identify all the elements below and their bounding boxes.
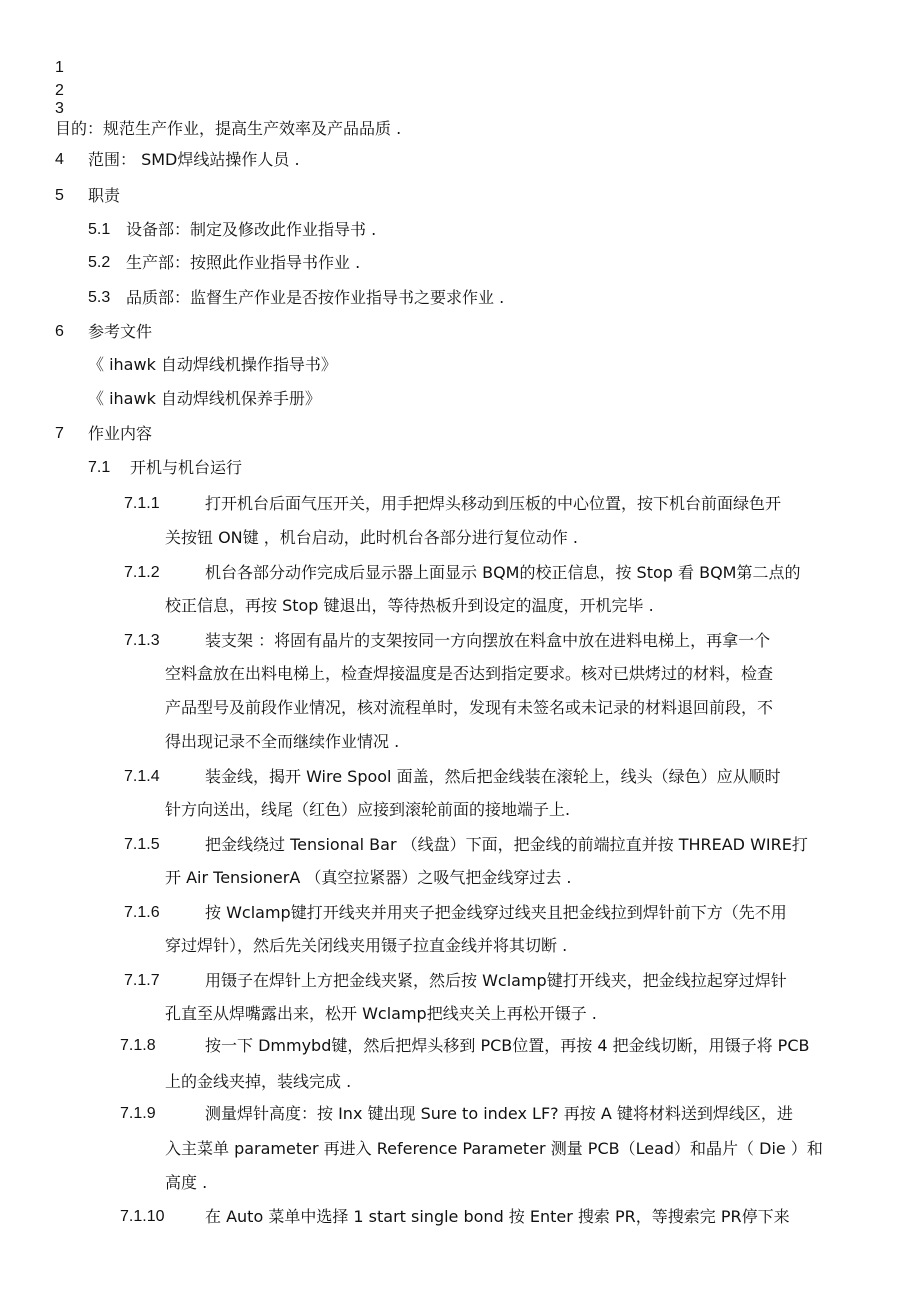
step-text: 孔直至从焊嘴露出来，松开 Wclamp把线夹关上再松开镊子 . [165, 1004, 597, 1023]
step-text: 把金线绕过 Tensional Bar （线盘）下面，把金线的前端拉直并按 THREAD WIRE打 [205, 835, 808, 854]
subsection-number: 5.3 [88, 289, 111, 306]
step-number: 7.1.1 [124, 495, 160, 512]
purpose-text: 目的：规范生产作业，提高生产效率及产品品质 . [55, 119, 402, 138]
section-title: 作业内容 [88, 424, 153, 443]
step-text: 在 Auto 菜单中选择 1 start single bond 按 Enter 搜索 PR，等搜索完 PR停下来 [205, 1207, 790, 1226]
step-number: 7.1.6 [124, 904, 160, 921]
step-number: 7.1.10 [120, 1208, 165, 1225]
section-title: 参考文件 [88, 322, 153, 341]
step-text: 按一下 Dmmybd键，然后把焊头移到 PCB位置，再按 4 把金线切断，用镊子将 PCB [205, 1036, 810, 1055]
step-number: 7.1.4 [124, 768, 160, 785]
subsection-number: 5.1 [88, 221, 111, 238]
step-text: 装支架 ：将固有晶片的支架按同一方向摆放在料盒中放在进料电梯上，再拿一个 [205, 631, 771, 650]
duty-text: 品质部：监督生产作业是否按作业指导书之要求作业 . [126, 288, 505, 307]
reference-item: 《 ihawk 自动焊线机操作指导书》 [88, 355, 337, 374]
section-number: 4 [55, 151, 64, 168]
subsection-title: 开机与机台运行 [130, 458, 243, 477]
step-text: 按 Wclamp键打开线夹并用夹子把金线穿过线夹且把金线拉到焊针前下方（先不用 [205, 903, 787, 922]
scope-text: 范围： SMD焊线站操作人员 . [88, 150, 300, 169]
step-number: 7.1.7 [124, 972, 160, 989]
step-text: 高度 . [165, 1173, 208, 1192]
step-number: 7.1.5 [124, 836, 160, 853]
section-number: 6 [55, 323, 64, 340]
section-number: 7 [55, 425, 64, 442]
section-number: 5 [55, 187, 64, 204]
step-text: 上的金线夹掉，装线完成 . [165, 1072, 352, 1091]
duty-text: 生产部：按照此作业指导书作业 . [126, 253, 361, 272]
step-text: 入主菜单 parameter 再进入 Reference Parameter 测量 PCB（Lead）和晶片（ Die ）和 [165, 1139, 823, 1158]
step-text: 装金线，揭开 Wire Spool 面盖，然后把金线装在滚轮上，线头（绿色）应从顺时 [205, 767, 781, 786]
step-number: 7.1.8 [120, 1037, 156, 1054]
step-number: 7.1.3 [124, 632, 160, 649]
step-text: 开 Air TensionerA （真空拉紧器）之吸气把金线穿过去 . [165, 868, 572, 887]
step-text: 打开机台后面气压开关，用手把焊头移动到压板的中心位置，按下机台前面绿色开 [205, 494, 782, 513]
duty-text: 设备部：制定及修改此作业指导书 . [126, 220, 377, 239]
step-text: 空料盒放在出料电梯上，检查焊接温度是否达到指定要求。核对已烘烤过的材料，检查 [165, 664, 774, 683]
step-text: 机台各部分动作完成后显示器上面显示 BQM的校正信息，按 Stop 看 BQM第二点的 [205, 563, 801, 582]
step-text: 用镊子在焊针上方把金线夹紧，然后按 Wclamp键打开线夹，把金线拉起穿过焊针 [205, 971, 787, 990]
list-number: 1 [55, 59, 64, 76]
step-text: 测量焊针高度：按 Inx 键出现 Sure to index LF? 再按 A 键将材料送到焊线区，进 [205, 1104, 793, 1123]
step-text: 针方向送出，线尾（红色）应接到滚轮前面的接地端子上. [165, 800, 571, 819]
step-text: 产品型号及前段作业情况，核对流程单时，发现有未签名或未记录的材料退回前段，不 [165, 698, 774, 717]
list-number: 3 [55, 100, 64, 117]
section-title: 职责 [88, 186, 121, 205]
subsection-number: 7.1 [88, 459, 111, 476]
step-text: 关按钮 ON键 ，机台启动，此时机台各部分进行复位动作 . [165, 528, 578, 547]
step-text: 校正信息，再按 Stop 键退出，等待热板升到设定的温度，开机完毕 . [165, 596, 654, 615]
step-text: 穿过焊针），然后先关闭线夹用镊子拉直金线并将其切断 . [165, 936, 568, 955]
reference-item: 《 ihawk 自动焊线机保养手册》 [88, 389, 321, 408]
subsection-number: 5.2 [88, 254, 111, 271]
step-number: 7.1.2 [124, 564, 160, 581]
step-text: 得出现记录不全而继续作业情况 . [165, 732, 400, 751]
list-number: 2 [55, 82, 64, 99]
step-number: 7.1.9 [120, 1105, 156, 1122]
